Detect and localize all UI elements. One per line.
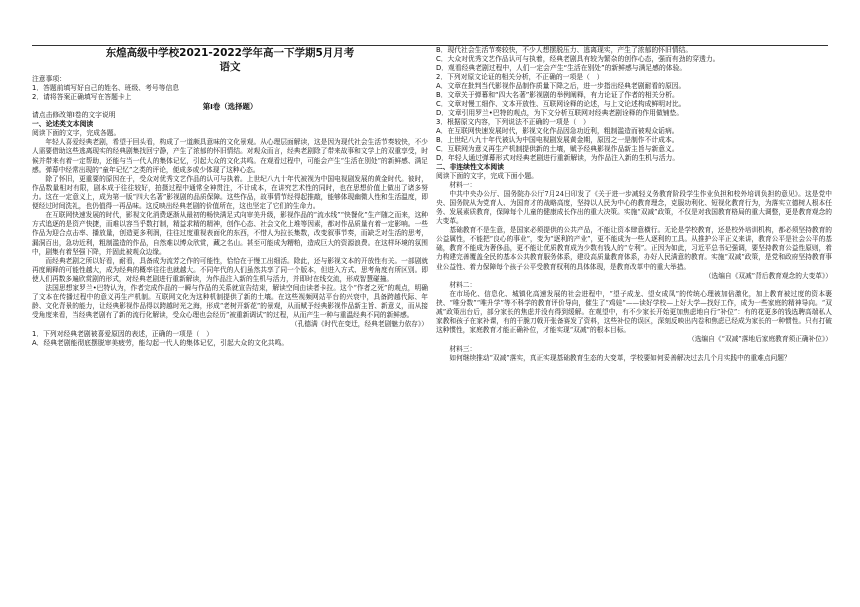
part2-heading: 二、非连续性文本阅读: [436, 162, 504, 171]
material-paragraph: 在市场化、信息化、城镇化高速发展的社会进程中，“望子成龙、望女成凤”的传统心理被加倍激化，加上教育被过度的资本裹挟、“唯分数”“唯升学”等不科学的教育评价导向，催生了“鸡娃”——读好学校—上好大学—找好工作，成为一些家庭的精神导向。“双减”政策出台后，部分家长的焦虑并没有得到缓解。在观望中，有不少家长开始更加焦虑地自行“补位”：有的花更多的钱选聘高端私人家教和孩子在家补课，有的干脆刀戟开张备赛发了资料，这些补位的误区，深刻反映出内卷和焦虑已经成为家长的一种惯性。只有打破这种惯性，家庭教育才能正确补位，才能实现“双减”的根本目标。: [436, 289, 832, 335]
question-1-stem: 1．下列对经典老剧被喜爱原因的表述，正确的一项是（ ）: [32, 329, 214, 338]
question-3-option-b: B．上世纪八九十年代被认为中国电视剧发展黄金期，原因之一是制作不计成本。: [436, 135, 679, 144]
part1-heading: 一、论述类文本阅读: [32, 120, 94, 129]
left-column: [32, 47, 428, 348]
passage-paragraph: 而经典老剧之所以好看，耐看，具备成为流芳之作的可能性，恰恰在于慢工出细活。除此，还与影视文本的开放性有关。一部剧就再度阐释的可能性越大，成为经典的概率往往也就越大。不同年代的人们虽然共享了同一个版本，但进入方式、思考角度有所区别。即使人们再数多遍欣赏剧的形式，对经典老剧进行重新解读，为作品注入新的生机与活力，并即时在线交流，形成智慧碰撞。: [32, 256, 428, 283]
subject-title: 语文: [219, 60, 241, 73]
exam-title: 东煌高级中学校2021-2022学年高一下学期5月月考: [105, 47, 355, 59]
notes-heading: 注意事项：: [32, 74, 66, 83]
question-1-option-d: D．观看经典老剧过程中，人们一定会产生“生活在别处”的新鲜感与满足感的体验。: [436, 63, 687, 72]
question-2-option-d: D．文章引用罗兰•巴特的观点，为下文分析互联网对经典老剧诠释的作用做铺垫。: [436, 108, 684, 117]
question-2-stem: 2．下列对原文论证的相关分析，不正确的一项是（ ）: [436, 72, 604, 81]
question-2-option-b: B．文章关于弹幕和“四大名著”影视剧的举例阐释，有力论证了作者的相关分析。: [436, 90, 679, 99]
material-2-source: （选编自《“双减”落地后家庭教育须正确补位》）: [688, 335, 832, 344]
material-3-label: 材料三：: [449, 344, 477, 353]
question-1-option-c: C．大众对优秀文艺作品认可与执着，经典老剧具有较为繁杂的创作心态，强而有劲的穿透力。: [436, 54, 720, 63]
question-1-option-b: B．现代社会生活节奏较快，不少人想摆脱压力、逃离现实，产生了浓郁的怀旧情结。: [436, 46, 693, 54]
question-2-option-a: A．文章在批判当代影视作品制作质量下降之后，进一步指出经典老剧耐看的原因。: [436, 81, 686, 90]
note-item: 1．答题前填写好自己的姓名、班级、考号等信息: [32, 83, 180, 92]
question-2-option-c: C．文章对慢工细作、文本开放性、互联网诠释的论述，与上文论述构成鲜明对比。: [436, 99, 686, 108]
question-3-option-a: A．在互联网快速发展时代，影视文化作品因急功近利，粗制滥造而被观众诟病。: [436, 126, 679, 135]
material-1-label: 材料一：: [449, 180, 477, 189]
passage-paragraph: 年轻人喜爱经典老剧，希望于回头看，构成了一道颇具意味的文化景观。从心理层面解读，这是因为现代社会生活节奏较快，不少人需要借助这些逃离现实的经典剧集找回宁静，产生了浓郁的怀旧情结。对观众而言，经典老剧除了带来故事和文学上的双重享受，时候并带来有着一定帮助，还能与当一代人的集体记忆，引起大众的文化共鸣。在观看过程中，可能会产生“生活在别处”的新鲜感、满足感。弹幕中经常出现的“童年记忆”之类的评论，便成多或少体现了这种心态。: [32, 138, 428, 174]
question-3-option-c: C．互联网为意义再生产机制提供新的土壤，赋予经典影视作品新主旨与新意义。: [436, 144, 679, 153]
section-instruction: 请点击修改第I卷的文字说明: [32, 111, 116, 120]
materials: [436, 181, 832, 363]
part1-instruction: 阅读下面的文字，完成各题。: [32, 129, 121, 138]
question-1-option-a: A．经典老剧能彻底摆脱审美疲劳，能勾起一代人的集体记忆，引起大众的文化共鸣。: [32, 338, 289, 347]
material-2-label: 材料二：: [449, 280, 477, 289]
section-title: 第Ⅰ卷（选择题）: [202, 101, 258, 111]
passage-paragraph: 除了怀旧，更重要的原因在于，受众对优秀文艺作品的认可与执着。上世纪八九十年代被视为中国电视剧发展的黄金时代。彼时，作品数量相对有限，剧本成于往往较好，拍摄过程中通常全神贯注，不计成本，在讲究艺术性的同时，也在思想价值上做出了诸多努力。这在一定意义上，成为第一版“四大名著”影视剧的品质保障。这些作品，故事情节经得起推敲，能够体现幽微人性和生活温度，即便经过时间洗礼，也仍值得一再品味。这反映出经典老剧的价值所在，这也坚定了它们的生命力。: [32, 174, 428, 211]
passage-paragraph: 法国思想家罗兰•巴特认为，作者完成作品的一瞬与作品的关系就宣告结束，解读空间由读者卡拉。这个“作者之死”的观点，明确了文本在传播过程中的意义再生产机制。互联网文化为这种机制提供了新的土壤。在这些视频网站平台的兴衰中，具备跨越代际、年龄、文化背景的能力，让经典影视作品得以跨越时光之海，形成“老树开新花”的景观，从而赋予经典影视作品新主旨、新意义，而从接受角度来看，当经典老剧有了新的流行化解读，受众心理也会经历“被重新调试”的过程，从而产生一种与重温经典不同的新鲜感。: [32, 284, 428, 320]
right-column: [436, 46, 832, 363]
passage-source: （孔德满《时代在变迁，经典老剧魅力依存》）: [290, 320, 428, 329]
material-1-source: （选编自《双减”背后教育观念的大变革》）: [704, 271, 832, 280]
passage-paragraph: 在互联网快速发展的时代，影视文化消费逐渐从最初的畅快满足式向审美升级，影视作品的“流水线”“快餐化”生产随之而来，这种方式追逐的是资产快捷，而难以容当乎数打制，精益求精的精神，创作心态、社会文化上堆等因素，都对作品质量有着一定影响。一些作品为迎合点击率、播放量，创造更多利润，往往过度重视表面化的东西，不惜人为拉长集数，改变叙事节奏，而缺乏对生活的思考，漏洞百出，急功近利，粗制滥造的作品，自然难以博众欣赏，藏之名山。甚至可能成为糟粕，造成巨大的资源浪费。在这样环境的氛围中，剧集有着坚强下降，并固此被观众边缘。: [32, 211, 428, 256]
material-paragraph: 基础教育不是生意，是国家必须提供的公共产品，不能让资本肆意横行。无论是学校教育，还是校外培训机构，都必须坚持教育的公益属性，不能把“良心的事业”，变为“逐利的产业”，更不能成为一些人逐利的工具。从推护公平正义来讲，教育公平是社会公平的基础，教育不能成为奢侈品，更不能让优质教育成为少数有钱人的“专利”。正因为如此，习近平总书记强调，要坚持教育公益性原则，着力构建完善覆盖全民的基本公共教育服务体系，建设高质量教育体系，办好人民满意的教育。实施“双减”政策，是党和政府坚持教育事业公益性、着力保障每个孩子公平受教育权利的具体体现，是教育改革中的重大举措。: [436, 226, 832, 271]
question-3-stem: 3．根据原文内容，下列说法不正确的一项是（ ）: [436, 117, 590, 126]
part2-instruction: 阅读下面的文字，完成下面小题。: [436, 171, 538, 180]
question-3-option-d: D．年轻人通过弹幕形式对经典老剧进行重新解读，为作品注入新的生机与活力。: [436, 153, 680, 162]
material-paragraph: 如何继续推动“双减”落实，真正实现基础教育生态的大变革，学校要如何妥善解决过去几个月实践中的重难点问题？: [449, 353, 791, 362]
note-item: 2．请将答案正确填写在答题卡上: [32, 92, 132, 101]
passage-1: [32, 138, 428, 329]
material-paragraph: 中共中央办公厅、国务院办公厅7月24日印发了《关于进一步减轻义务教育阶段学生作业负担和校外培训负担的意见》。这是党中央、国务院从为党育人、为国育才的战略高度，坚持以人民为中心的教育理念，克服功利化、短视化教育行为，为落实立德树人根本任务、发展素质教育，保障每个儿童的健康成长作出的重大决策。实施“双减”政策，不仅是对我国教育格局的重大调整，更是教育观念的大变革。: [436, 189, 832, 225]
